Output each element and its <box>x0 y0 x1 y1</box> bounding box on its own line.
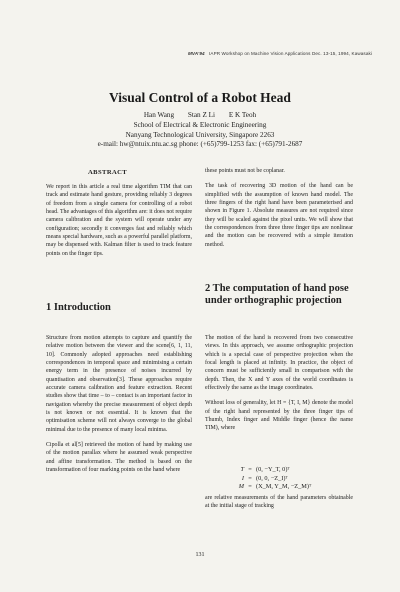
right-paragraph-2: The motion of the hand is recovered from two consecutive views. In this approach, we assume orthographic projection which is a special case of perspective projection when the focal length is placed at infinity. In practice, the object of concern must be sufficiently small in comparison with the depth. Then, the X and Y axes of the world coordinates is effectively the same as the image coordinates. <box>205 335 353 392</box>
equation-row: T = (0, −Y_T, 0)ᵀ <box>240 466 290 473</box>
right-paragraph-0: these points must not be coplanar. <box>205 168 285 174</box>
intro-body <box>46 334 192 482</box>
abstract-heading: ABSTRACT <box>88 169 128 176</box>
section-2-heading: 2 The computation of hand pose under orthographic projection <box>205 283 349 306</box>
intro-paragraph-1: Structure from motion attempts to capture and quantify the relative motion between the viewer and the scene[6, 1, 11, 10]. Commonly adopted approaches need establishing correspondences in temporal space and minimising a certain energy term in the presence of noises incurred by quantisation and observation[3]. These approaches require accurate camera calibration and feature extraction. Recent studies show that time – to – contact is an important factor in navigation whereby the precise measurement of object depth is not known or not essential. It is known that the optimisation scheme will not always converge to the global minimal due to the presence of many local minima. <box>46 335 192 433</box>
right-paragraph-1: The task of recovering 3D motion of the hand can be simplified with the assumption of known hand model. The three fingers of the right hand have been parameterised and shown in Figure 1. Absolute measures are not required since they will be scaled against the pixel units. We will show that the correspondences from three three finger tips are nonlinear and the motion can be recovered with a simple iteration method. <box>205 183 353 248</box>
right-paragraph-4: are relative measurements of the hand parameters obtainable at the initial stage of tracking <box>205 495 353 510</box>
author-list <box>0 111 400 121</box>
affiliation <box>0 121 400 150</box>
workshop-header <box>188 51 372 56</box>
intro-paragraph-2: Cipolla et al[5] retrieved the motion of hand by making use of the motion parallax where he assumed weak perspective and affine transformation. The method is based on the transformation of four marking points on the hand where <box>46 442 192 474</box>
page-number: 131 <box>195 552 205 558</box>
right-column-top <box>205 167 353 256</box>
author-name: Han Wang <box>143 111 175 119</box>
paper-title: Visual Control of a Robot Head <box>109 90 291 105</box>
equation-row: M = (X_M, Y_M, −Z_M)ᵀ <box>238 483 312 491</box>
author-name: E K Teoh <box>228 111 257 119</box>
workshop-text: IAPR Workshop on Machine Vision Applications Dec. 13-15, 1994, Kawasaki <box>209 51 372 56</box>
workshop-tag: MVA'94 <box>187 51 205 56</box>
equation-row: I = (0, 0, −Z_I)ᵀ <box>241 474 288 482</box>
equation-block <box>232 466 311 492</box>
section-1-heading: 1 Introduction <box>46 302 111 313</box>
affiliation-contact: e-mail: hw@ntuix.ntu.ac.sg phone: (+65)799-1253 fax: (+65)791-2687 <box>97 140 303 149</box>
abstract-body <box>46 183 192 265</box>
right-column-bottom <box>205 494 353 518</box>
author-name: Stan Z Li <box>187 111 216 119</box>
abstract-text: We report in this article a real time algorithm TIM that can track and estimate hand gesture, providing reliably 3 degrees of freedom from a single camera for controlling of a robot head. The advantages of this algorithm are: it does not require camera calibration and the system will operate under any configuration; secondly it converges fast and reliably which means special hardware, such as a powerful parallel platform, may be dispensed with. Kalman filter is used to track feature points on the finger tips. <box>46 184 192 257</box>
right-column-body <box>205 334 353 440</box>
right-paragraph-3: Without loss of generality, let H = {T, I, M} denote the model of the right hand represented by the three finger tips of Thumb, Index finger and Middle finger (hence the name TIM), where <box>205 400 353 432</box>
affiliation-line: Nanyang Technological University, Singapore 2263 <box>125 130 275 139</box>
affiliation-line: School of Electrical & Electronic Engineering <box>133 121 267 129</box>
